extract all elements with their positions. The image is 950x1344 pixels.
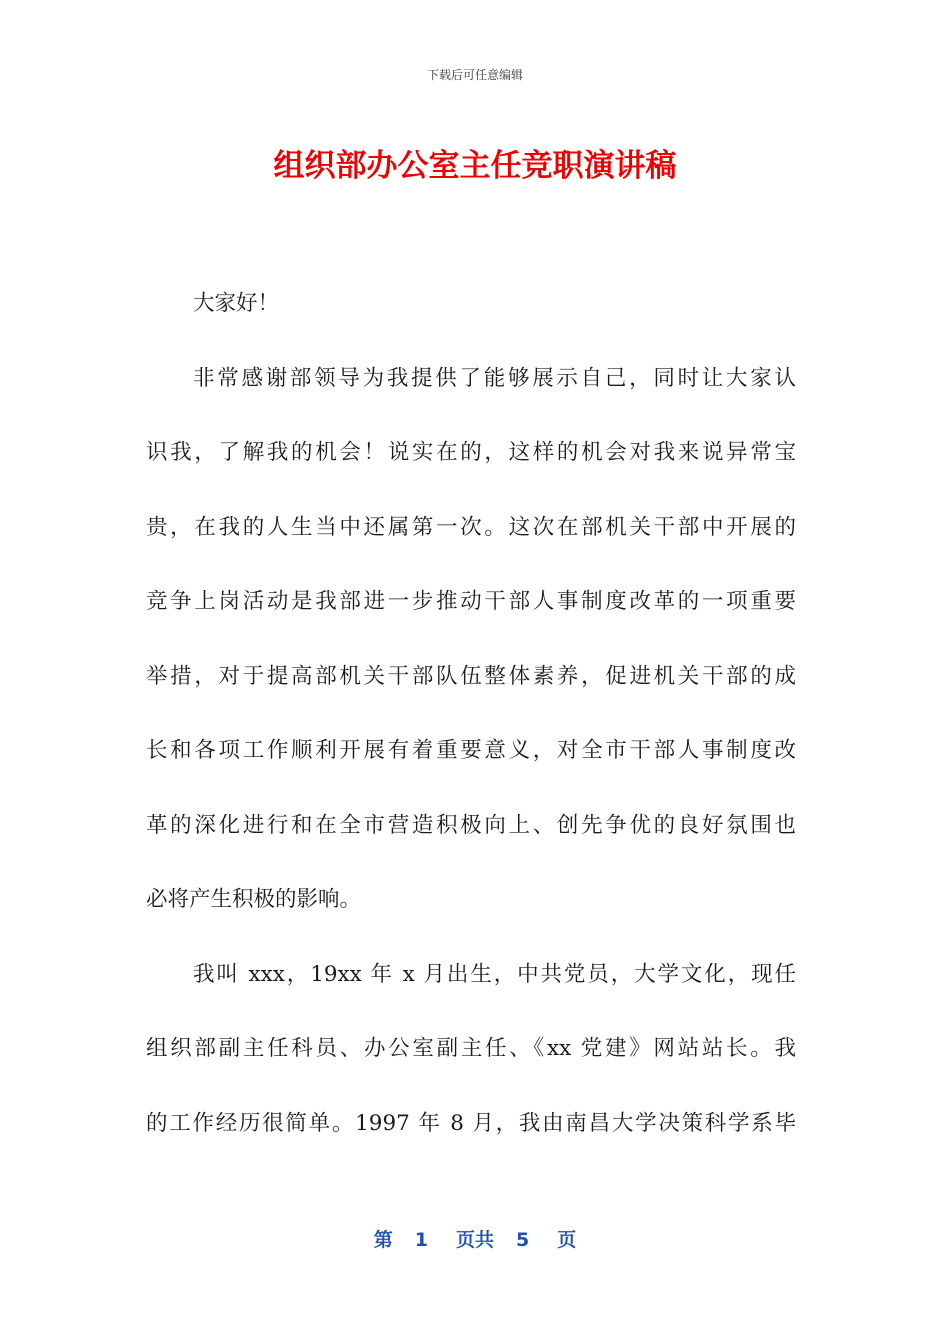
document-body	[146, 267, 796, 1161]
page-label-middle: 页共	[455, 1229, 494, 1251]
paragraph-line: 非常感谢部领导为我提供了能够展示自己，同时让大家认	[193, 365, 796, 391]
page-footer	[0, 1225, 950, 1252]
current-page-number: 1	[414, 1229, 428, 1251]
paragraph-line: 贵，在我的人生当中还属第一次。这次在部机关干部中开展的	[146, 514, 796, 540]
paragraph-line: 举措，对于提高部机关干部队伍整体素养，促进机关干部的成	[146, 663, 796, 689]
paragraph-line: 的工作经历很简单。1997 年 8 月，我由南昌大学决策科学系毕	[146, 1110, 796, 1136]
page-label-suffix: 页	[557, 1229, 577, 1251]
paragraph-line: 识我，了解我的机会！说实在的，这样的机会对我来说异常宝	[146, 440, 796, 465]
header-note: 下载后可任意编辑	[426, 68, 523, 82]
paragraph-line: 我叫 xxx，19xx 年 x 月出生，中共党员，大学文化，现任	[193, 961, 796, 987]
paragraph-line: 组织部副主任科员、办公室副主任、《xx 党建》网站站长。我	[146, 1036, 796, 1061]
paragraph-line: 竞争上岗活动是我部进一步推动干部人事制度改革的一项重要	[146, 589, 796, 614]
paragraph-line: 革的深化进行和在全市营造积极向上、创先争优的良好氛围也	[146, 812, 796, 838]
total-pages-number: 5	[516, 1229, 530, 1251]
paragraph-line: 长和各项工作顺利开展有着重要意义，对全市干部人事制度改	[146, 738, 796, 763]
page-label-prefix: 第	[373, 1229, 393, 1251]
paragraph-line: 大家好！	[193, 291, 280, 316]
document-title: 组织部办公室主任竞职演讲稿	[273, 148, 677, 184]
paragraph-line: 必将产生积极的影响。	[146, 887, 362, 912]
